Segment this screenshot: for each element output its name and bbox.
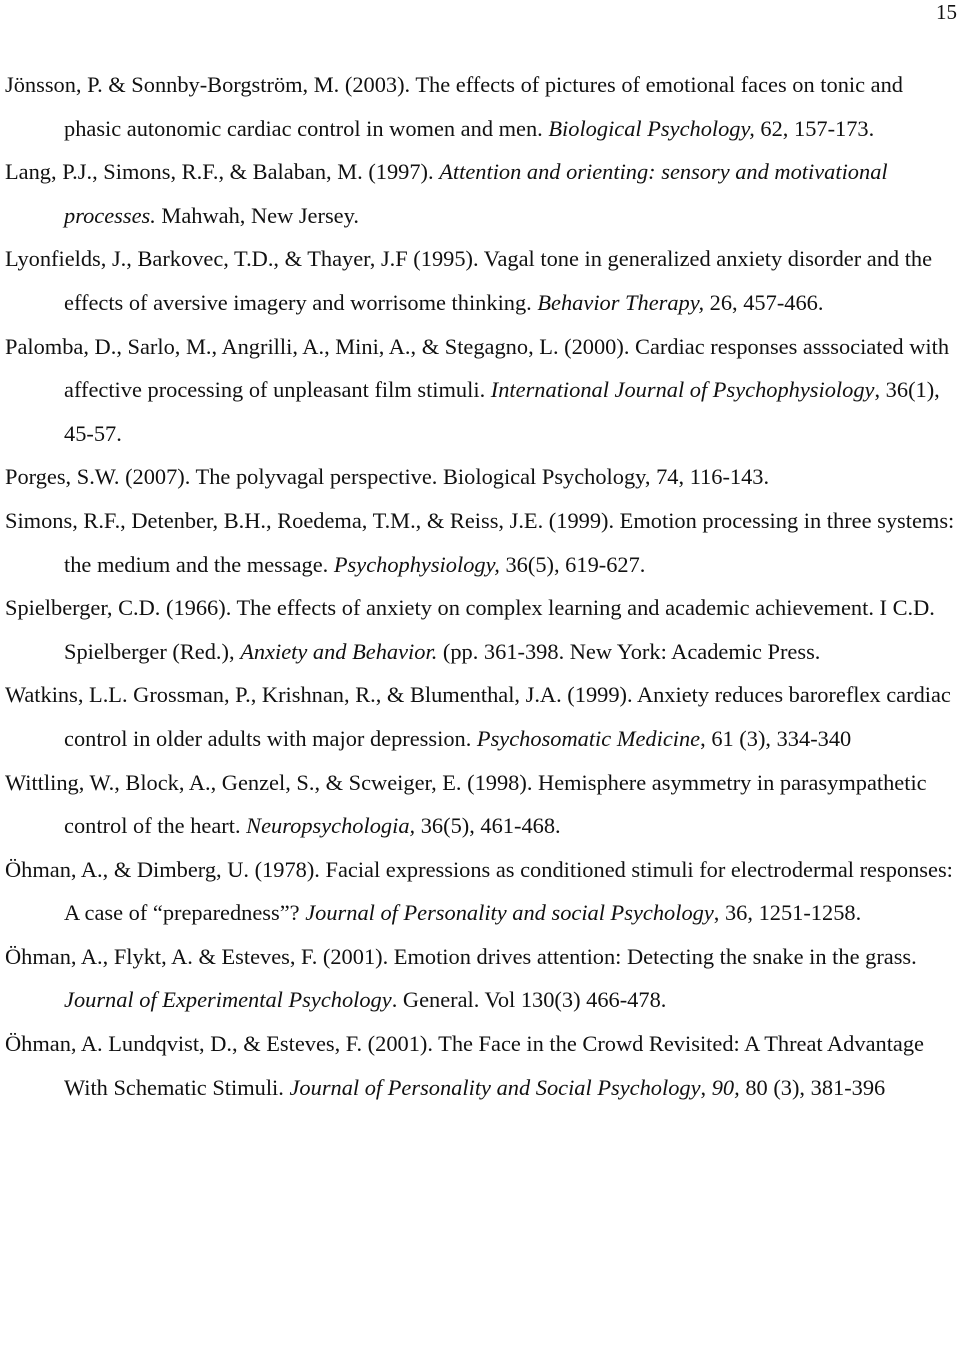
reference-italic-segment: Journal of Personality and Social Psychology bbox=[289, 1074, 701, 1100]
reference-italic-segment: Anxiety and Behavior. bbox=[240, 638, 438, 664]
reference-entry bbox=[5, 237, 955, 324]
reference-list bbox=[5, 63, 955, 1109]
reference-italic-segment: International Journal of Psychophysiology bbox=[490, 377, 875, 403]
reference-entry bbox=[5, 673, 955, 760]
reference-text-segment: Palomba, D., Sarlo, M., Angrilli, A., Mini, A., & Stegagno, L. (2000). Cardiac responses asssociated with affective processing of unpleasant film stimuli. bbox=[5, 333, 950, 403]
reference-italic-segment: 90, bbox=[711, 1074, 740, 1100]
reference-text-segment: 36(5), 461-468. bbox=[415, 813, 561, 839]
reference-italic-segment: Psychosomatic Medicine bbox=[476, 725, 701, 751]
reference-text-segment: Jönsson, P. & Sonnby-Borgström, M. (2003). The effects of pictures of emotional faces on tonic and phasic autonomic cardiac control in women and men. bbox=[5, 72, 903, 141]
reference-text-segment: Simons, R.F., Detenber, B.H., Roedema, T.M., & Reiss, J.E. (1999). Emotion processing in three systems: the medium and the message. bbox=[5, 507, 955, 577]
reference-text-segment: Lang, P.J., Simons, R.F., & Balaban, M. (1997). bbox=[5, 159, 440, 185]
reference-text-segment: . General. Vol 130(3) 466-478. bbox=[391, 987, 667, 1013]
reference-entry bbox=[5, 63, 955, 150]
reference-text-segment: Öhman, A. Lundqvist, D., & Esteves, F. (2001). The Face in the Crowd Revisited: A Threat Advantage With Schematic Stimuli. bbox=[5, 1031, 924, 1100]
reference-text-segment: 26, 457-466. bbox=[704, 289, 824, 315]
reference-italic-segment: Neuropsychologia, bbox=[246, 813, 416, 839]
reference-entry bbox=[5, 935, 955, 1022]
reference-text-segment: Öhman, A., Flykt, A. & Esteves, F. (2001). Emotion drives attention: Detecting the snake in the grass. bbox=[5, 943, 917, 969]
reference-text-segment: Porges, S.W. (2007). The polyvagal perspective. Biological Psychology, 74, 116-143. bbox=[5, 464, 770, 490]
reference-entry bbox=[5, 1022, 955, 1109]
reference-italic-segment: Biological Psychology, bbox=[548, 115, 755, 141]
reference-text-segment: , 36(1), 45-57. bbox=[64, 377, 940, 446]
reference-italic-segment: Attention and orienting: sensory and motivational processes. bbox=[64, 159, 888, 228]
reference-text-segment: 80 (3), 381-396 bbox=[739, 1074, 886, 1100]
reference-entry bbox=[5, 586, 955, 673]
reference-entry bbox=[5, 455, 955, 499]
reference-text-segment: , 61 (3), 334-340 bbox=[700, 725, 852, 751]
reference-text-segment: , 36, 1251-1258. bbox=[713, 900, 862, 926]
reference-text-segment: , bbox=[700, 1074, 712, 1100]
reference-entry bbox=[5, 325, 955, 456]
reference-text-segment: Watkins, L.L. Grossman, P., Krishnan, R., & Blumenthal, J.A. (1999). Anxiety reduces baroreflex cardiac control in older adults with major depression. bbox=[5, 682, 951, 751]
reference-text-segment: (pp. 361-398. New York: Academic Press. bbox=[437, 638, 821, 664]
reference-text-segment: Wittling, W., Block, A., Genzel, S., & Scweiger, E. (1998). Hemisphere asymmetry in parasympathetic control of the heart. bbox=[5, 769, 927, 839]
reference-entry bbox=[5, 499, 955, 586]
reference-italic-segment: Journal of Experimental Psychology bbox=[64, 987, 392, 1013]
reference-italic-segment: Behavior Therapy, bbox=[537, 289, 705, 315]
reference-entry bbox=[5, 150, 955, 237]
reference-text-segment: 62, 157-173. bbox=[754, 115, 875, 141]
reference-text-segment: Spielberger, C.D. (1966). The effects of anxiety on complex learning and academic achievement. I C.D. Spielberger (Red.), bbox=[5, 595, 935, 664]
reference-text-segment: 36(5), 619-627. bbox=[499, 551, 646, 577]
reference-entry bbox=[5, 848, 955, 935]
page-number: 15 bbox=[936, 0, 957, 24]
reference-italic-segment: Journal of Personality and social Psychology bbox=[305, 900, 714, 926]
reference-text-segment: Lyonfields, J., Barkovec, T.D., & Thayer, J.F (1995). Vagal tone in generalized anxiety disorder and the effects of aversive imagery and worrisome thinking. bbox=[5, 246, 933, 315]
reference-text-segment: Mahwah, New Jersey. bbox=[155, 202, 359, 228]
reference-text-segment: Öhman, A., & Dimberg, U. (1978). Facial expressions as conditioned stimuli for electrodermal responses: A case of “preparedness”? bbox=[5, 856, 953, 926]
reference-entry bbox=[5, 761, 955, 848]
reference-italic-segment: Psychophysiology, bbox=[333, 551, 500, 577]
